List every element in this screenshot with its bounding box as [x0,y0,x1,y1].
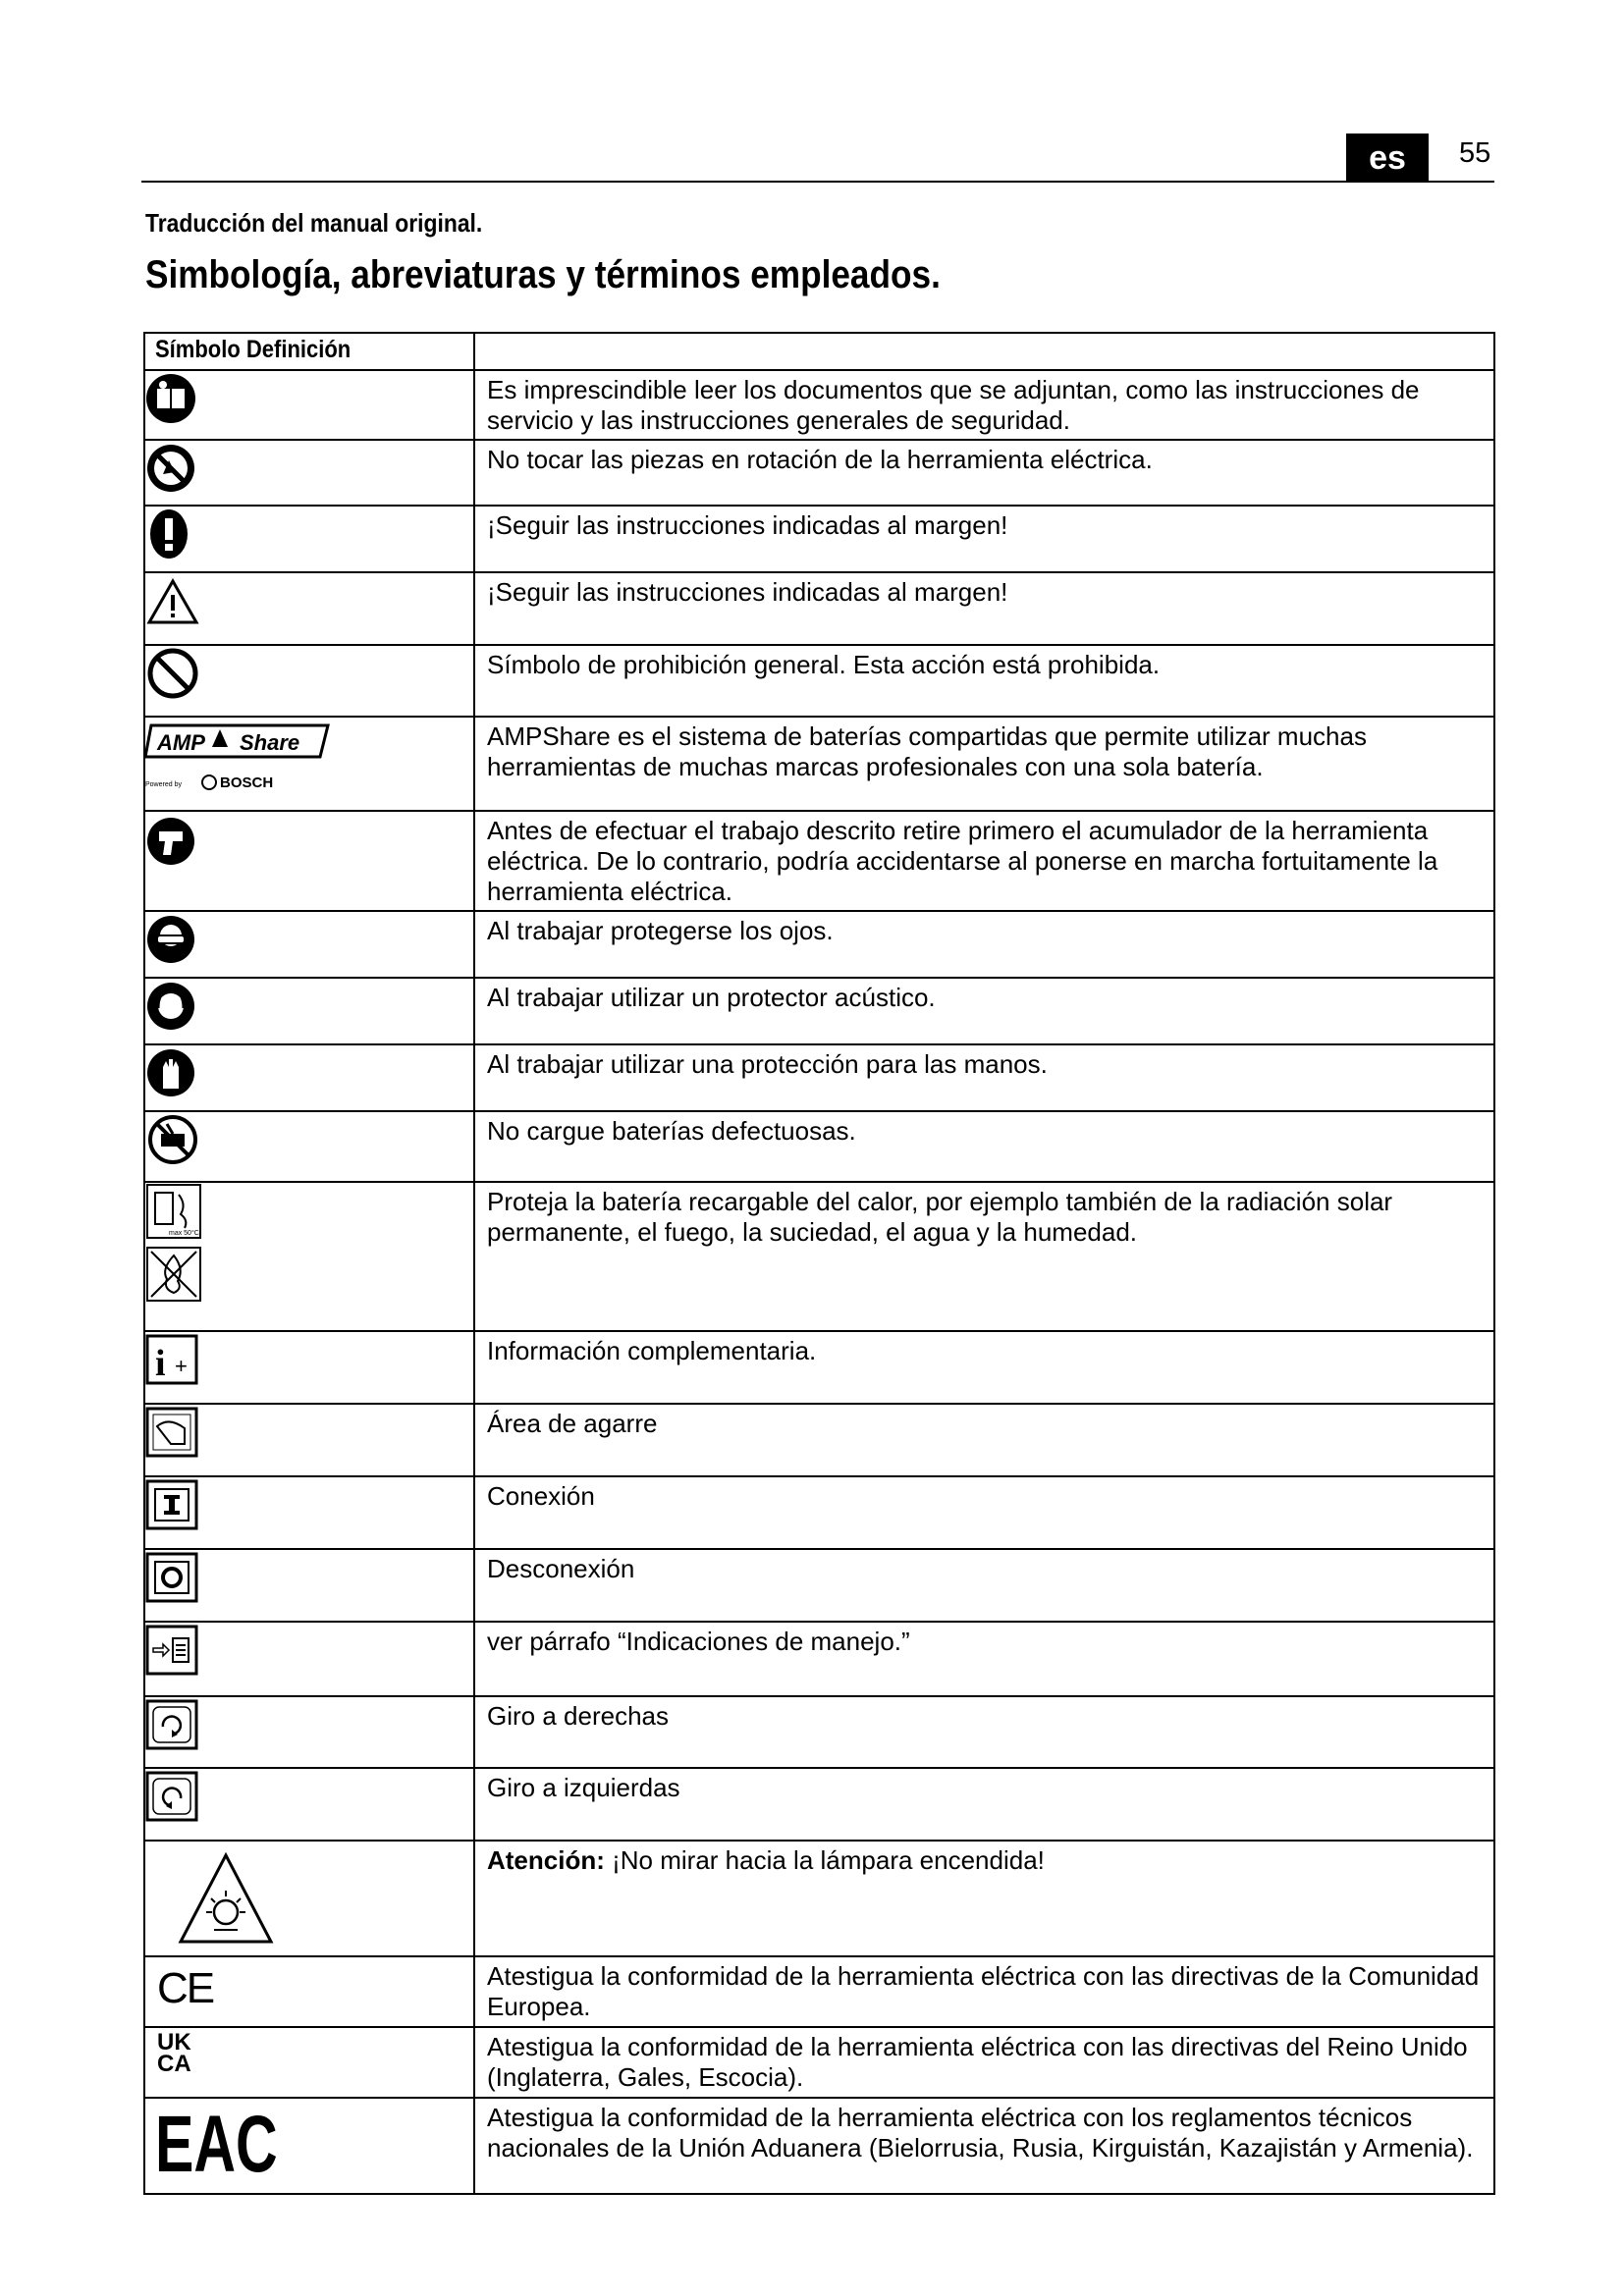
table-row [144,1331,1494,1404]
table-row [144,440,1494,506]
power-on-icon [145,1477,200,1532]
symbol-table [143,332,1495,2195]
definition-text: Al trabajar protegerse los ojos. [474,911,1494,978]
eye-protection-icon [145,912,196,967]
table-row [144,370,1494,440]
svg-text:i: i [155,1343,166,1384]
hand-protection-icon [145,1045,196,1100]
table-row [144,1549,1494,1622]
table-row [144,911,1494,978]
rotate-right-icon [145,1697,200,1752]
table-row [144,1182,1494,1331]
table-header-row [144,333,1494,370]
table-row [144,1696,1494,1768]
table-row [144,506,1494,572]
ukca-mark-icon [157,2029,473,2077]
definition-text: Giro a derechas [474,1696,1494,1768]
table-row [144,1768,1494,1841]
table-row [144,2098,1494,2194]
table-row [144,645,1494,717]
table-row [144,1111,1494,1182]
bosch-brand-text: BOSCH [220,774,274,791]
table-row [144,978,1494,1044]
table-row [144,1476,1494,1549]
table-row [144,811,1494,911]
table-row [144,1841,1494,1956]
language-badge: es [1346,133,1429,181]
definition-text: Conexión [474,1476,1494,1549]
header-rule [141,181,1494,183]
definition-text: Atestigua la conformidad de la herramienta eléctrica con las directivas de la Comunidad Europea. [474,1956,1494,2027]
definition-text: Es imprescindible leer los documentos que se adjuntan, como las instrucciones de servicio y las instrucciones generales de seguridad. [474,370,1494,440]
ampshare-logo-text2: Share [240,730,300,755]
ukca-mark-line2: CA [157,2051,191,2077]
table-row [144,1044,1494,1111]
ear-protection-icon [145,979,196,1034]
ukca-mark-line1: UK [157,2029,191,2056]
power-off-icon [145,1550,200,1605]
definition-text: No tocar las piezas en rotación de la herramienta eléctrica. [474,440,1494,506]
definition-text: Atestigua la conformidad de la herramienta eléctrica con las directivas del Reino Unido (Inglaterra, Gales, Escocia). [474,2027,1494,2098]
see-section-icon [145,1623,200,1678]
definition-text: No cargue baterías defectuosas. [474,1111,1494,1182]
col-header: Símbolo Definición [144,333,474,370]
table-row [144,1622,1494,1696]
definition-text: Información complementaria. [474,1331,1494,1404]
ampshare-logo-icon [145,718,332,794]
table-row [144,1404,1494,1476]
definition-text: Símbolo de prohibición general. Esta acción está prohibida. [474,645,1494,717]
rotate-left-icon [145,1769,200,1824]
ce-mark-icon: CE [157,1964,214,2012]
table-row [144,1956,1494,2027]
attention-label: Atención: [487,1845,605,1875]
info-plus-icon [145,1332,200,1387]
definition-text: Atestigua la conformidad de la herramienta eléctrica con los reglamentos técnicos nacionales de la Unión Aduanera (Bielorrusia, Rusia, Kirguistán, Kazajistán y Armenia). [474,2098,1494,2194]
definition-text: Desconexión [474,1549,1494,1622]
col-header-empty [474,333,1494,370]
table-row [144,2027,1494,2098]
attention-text: ¡No mirar hacia la lámpara encendida! [604,1845,1045,1875]
no-fire-water-icon [145,1246,202,1303]
grip-area-icon [145,1405,200,1460]
powered-by-text: Powered by [145,781,182,788]
warning-triangle-icon [145,573,200,628]
page-title: Simbología, abreviaturas y términos empleados. [145,253,941,296]
battery-heat-icon [145,1183,202,1240]
no-charge-defective-icon [145,1112,200,1167]
definition-text [474,1841,1494,1956]
page-number: 55 [1459,137,1491,169]
definition-text: Proteja la batería recargable del calor, por ejemplo también de la radiación solar permanente, el fuego, la suciedad, el agua y la humedad. [474,1182,1494,1331]
eac-mark-icon: EAC [155,2100,278,2189]
ampshare-logo-text: AMP [157,730,205,755]
svg-text:+: + [175,1354,188,1378]
subtitle: Traducción del manual original. [145,208,483,238]
read-manual-icon [145,371,196,426]
definition-text: Giro a izquierdas [474,1768,1494,1841]
lamp-warning-icon [145,1847,450,1949]
definition-text: Al trabajar utilizar una protección para las manos. [474,1044,1494,1111]
table-row [144,572,1494,645]
definition-text: ¡Seguir las instrucciones indicadas al margen! [474,572,1494,645]
definition-text: ¡Seguir las instrucciones indicadas al margen! [474,506,1494,572]
remove-battery-icon [145,812,196,867]
definition-text: ver párrafo “Indicaciones de manejo.” [474,1622,1494,1696]
definition-text: Al trabajar utilizar un protector acústico. [474,978,1494,1044]
temp-label: max 50°C [169,1230,199,1237]
table-row [144,717,1494,811]
definition-text: AMPShare es el sistema de baterías compartidas que permite utilizar muchas herramientas de muchas marcas profesionales con una sola batería. [474,717,1494,811]
definition-text: Área de agarre [474,1404,1494,1476]
definition-text: Antes de efectuar el trabajo descrito retire primero el acumulador de la herramienta eléctrica. De lo contrario, podría accidentarse al ponerse en marcha fortuitamente la herramienta eléctrica. [474,811,1494,911]
no-touch-rotating-icon [145,441,196,496]
exclamation-circle-icon [145,507,196,561]
prohibition-icon [145,646,200,701]
